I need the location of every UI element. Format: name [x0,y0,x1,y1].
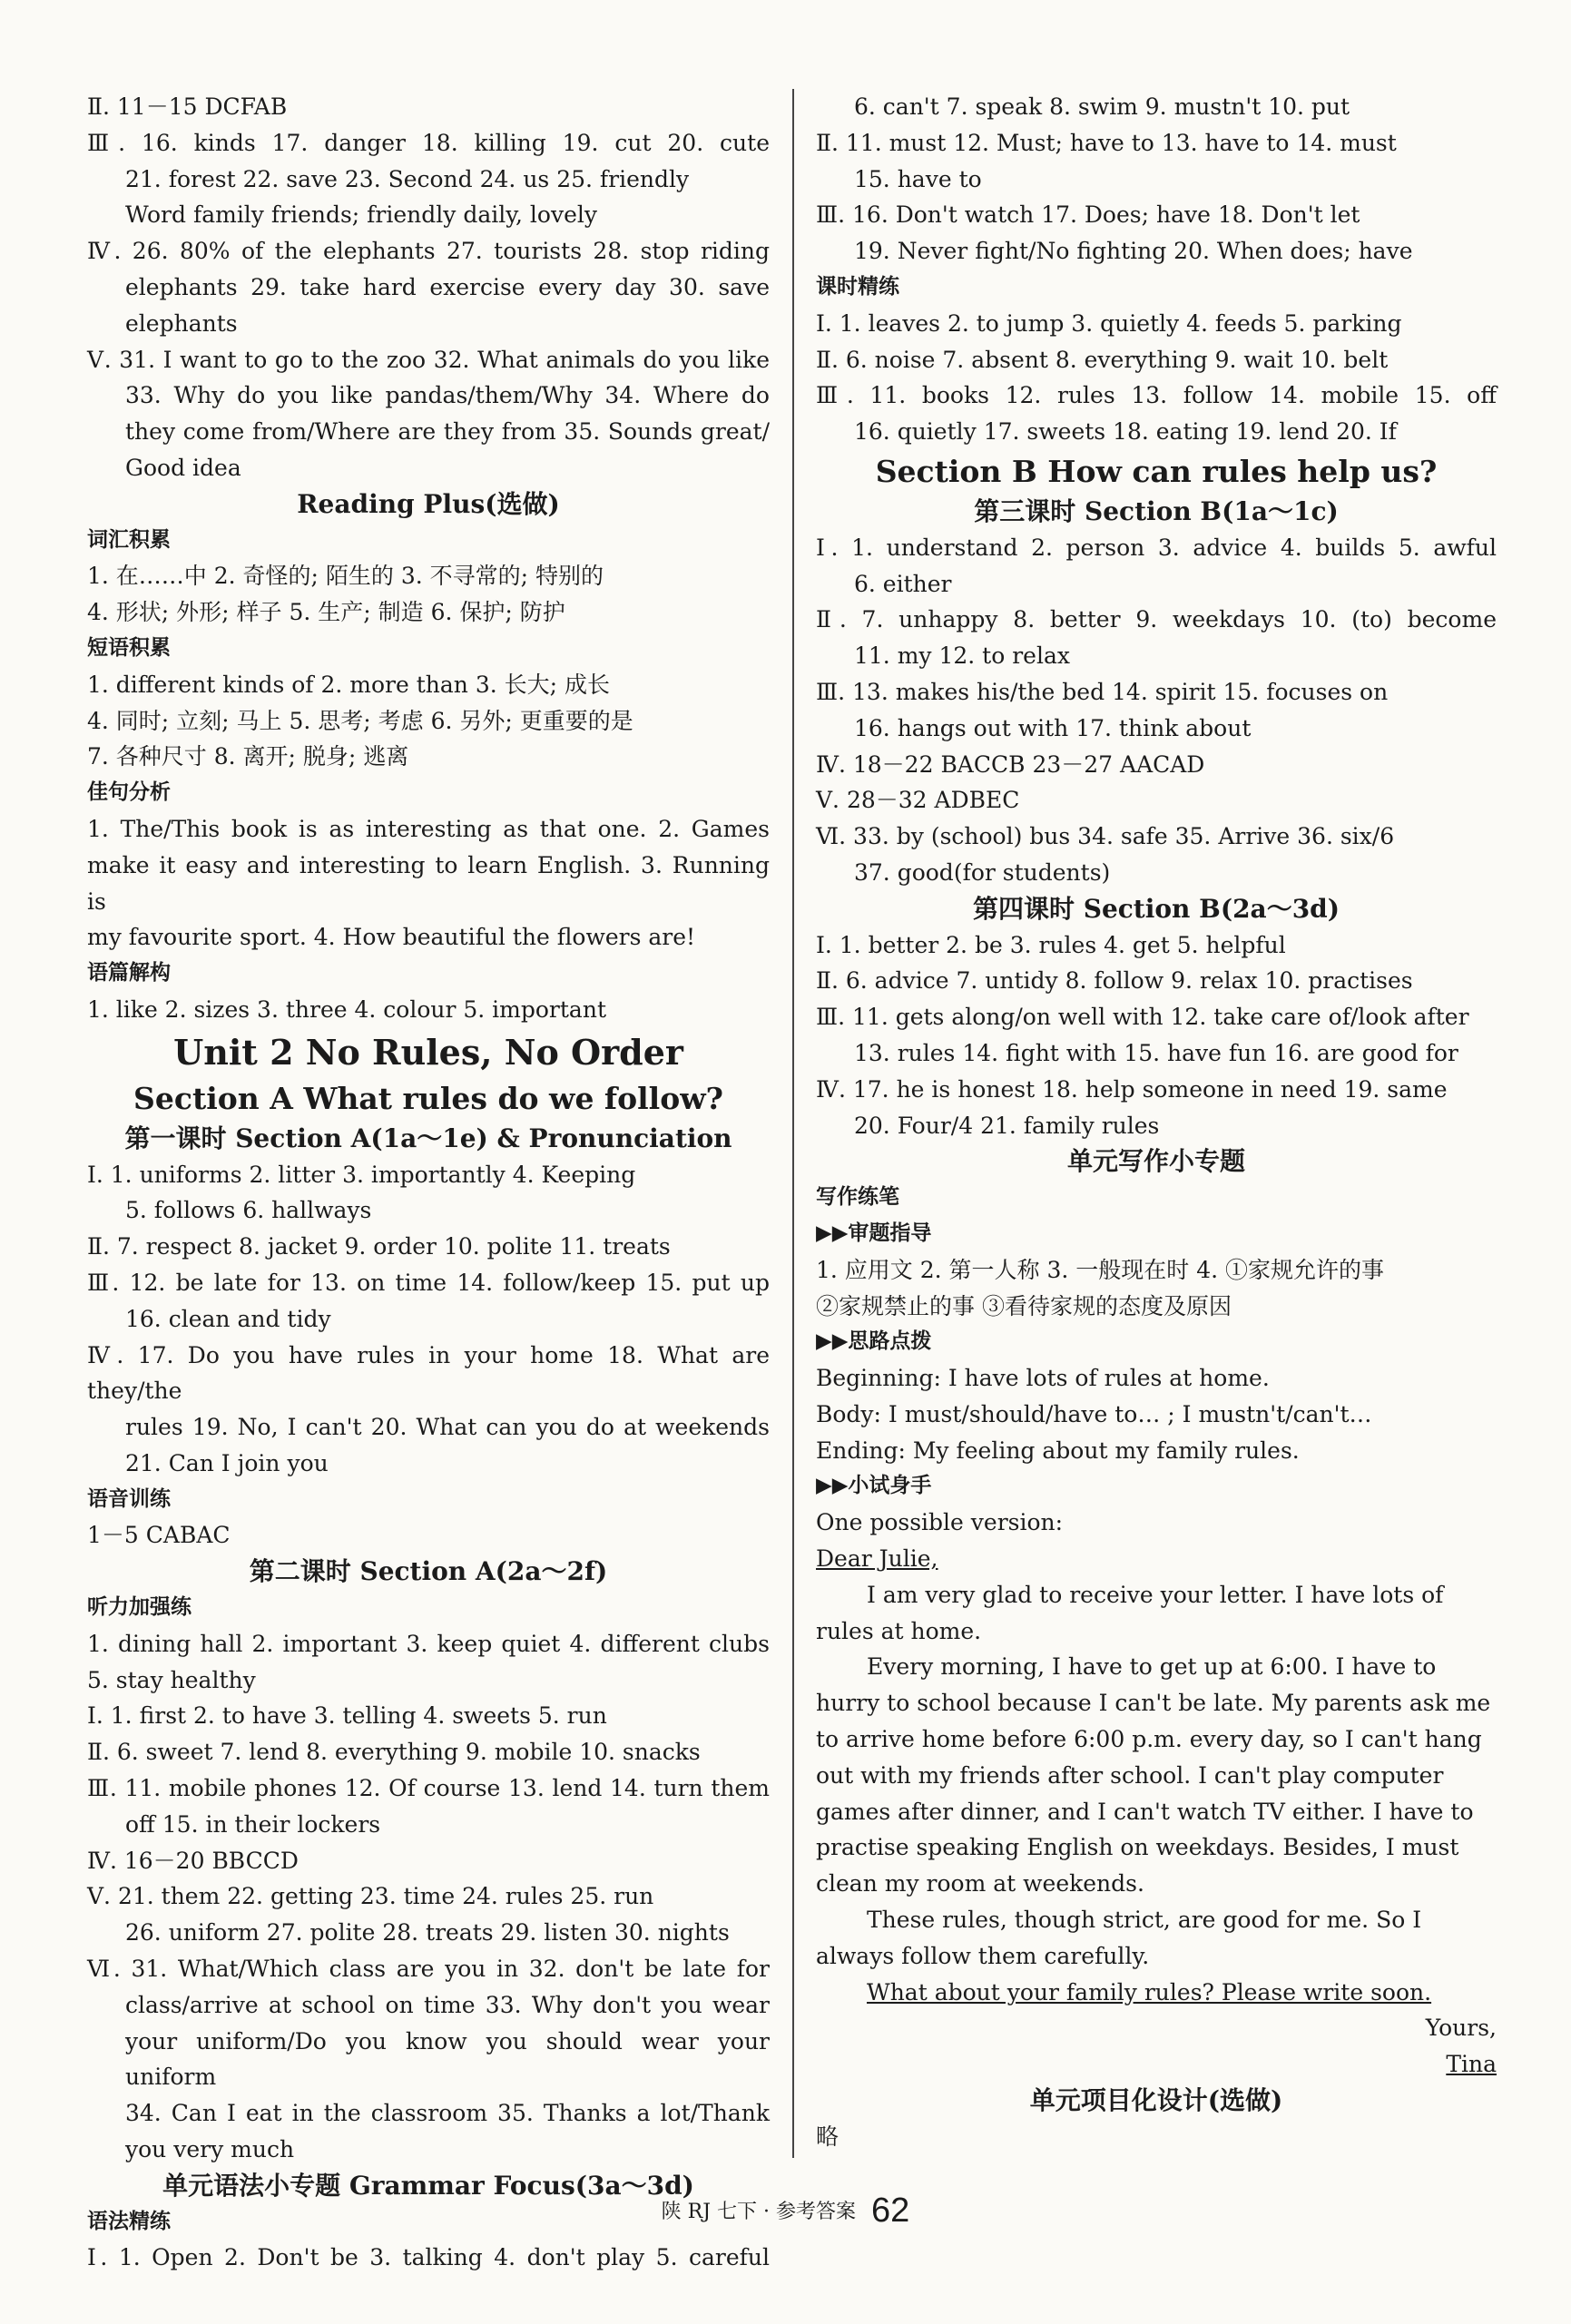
column-divider [792,89,794,2158]
subsection-label: 短语积累 [87,635,171,660]
answer-line: 20. Four/4 21. family rules [854,1112,1160,1139]
answer-line: Ⅲ. 11. books 12. rules 13. follow 14. mobile 15. off [816,382,1497,409]
answer-line: Ⅰ. 1. first 2. to have 3. telling 4. sweets 5. run [87,1702,607,1730]
answer-line: One possible version: [816,1509,1064,1536]
answer-line: Ⅲ. 16. kinds 17. danger 18. killing 19. cut 20. cute [87,129,770,156]
answer-line: Ⅴ. 28－32 ADBEC [816,787,1020,814]
answer-line: Ⅳ. 18－22 BACCB 23－27 AACAD [816,750,1205,778]
answer-line: 37. good(for students) [854,858,1111,886]
subsection-label: ▶▶审题指导 [816,1221,932,1245]
subsection-label: 语音训练 [87,1486,171,1511]
essay-paragraph: These rules, though strict, are good for me. So I always follow them carefully. [816,1907,1422,1969]
section-heading: 单元语法小专题 Grammar Focus(3a～3d) [162,2170,694,2201]
answer-line: Ⅳ. 17. Do you have rules in your home 18. What are they/the [87,1341,770,1405]
answer-line: 1－5 CABAC [87,1522,231,1549]
answer-line: 21. Can I join you [125,1449,329,1476]
answer-line: Ⅳ. 26. 80% of the elephants 27. tourists 28. stop riding [87,238,770,265]
section-heading: 第三课时 Section B(1a～1c) [974,495,1339,526]
answer-line: 1. dining hall 2. important 3. keep quiet 4. different clubs [87,1630,770,1657]
answer-line: ②家规禁止的事 ③看待家规的态度及原因 [816,1292,1232,1319]
answer-line: 16. quietly 17. sweets 18. eating 19. lend 20. If [854,418,1397,446]
answer-line: 5. stay healthy [87,1666,256,1693]
answer-line: 1. 在……中 2. 奇怪的; 陌生的 3. 不寻常的; 特别的 [87,563,604,590]
section-heading: Unit 2 No Rules, No Order [173,1031,683,1073]
answer-line: your uniform/Do you know you should wear your uniform [125,2027,770,2091]
answer-line: 4. 同时; 立刻; 马上 5. 思考; 考虑 6. 另外; 更重要的是 [87,707,633,734]
section-heading: 单元写作小专题 [1066,1146,1245,1177]
essay-paragraph: I am very glad to receive your letter. I have lots of rules at home. [816,1581,1444,1644]
answer-line: 11. my 12. to relax [854,642,1070,670]
answer-line: Ⅰ. 1. Open 2. Don't be 3. talking 4. don't play 5. careful [87,2244,770,2271]
answer-line: Ⅲ. 12. be late for 13. on time 14. follow/keep 15. put up [87,1269,770,1296]
answer-line: 6. can't 7. speak 8. swim 9. mustn't 10. put [854,93,1350,120]
answer-line: class/arrive at school on time 33. Why don't you wear [125,1991,770,2018]
answer-line: make it easy and interesting to learn English. 3. Running is [87,851,770,915]
section-heading: 单元项目化设计(选做) [1029,2085,1283,2116]
answer-line: Ⅱ. 7. unhappy 8. better 9. weekdays 10. (to) become [816,606,1497,633]
answer-line: Ⅴ. 31. I want to go to the zoo 32. What animals do you like [87,346,770,373]
subsection-label: ▶▶小试身手 [816,1474,932,1498]
answer-line: Ⅱ. 7. respect 8. jacket 9. order 10. polite 11. treats [87,1233,671,1260]
page-number: 62 [871,2192,910,2230]
answer-line: Ⅵ. 31. What/Which class are you in 32. don't be late for [87,1956,770,1983]
subsection-label: 佳句分析 [87,780,171,805]
page-footer [0,2192,1571,2231]
answer-line: 略 [816,2123,840,2150]
answer-line: Dear Julie, [816,1545,938,1573]
answer-line: Ⅰ. 1. leaves 2. to jump 3. quietly 4. feeds 5. parking [816,309,1402,337]
answer-line: Ending: My feeling about my family rules. [816,1437,1300,1464]
answer-line: 21. forest 22. save 23. Second 24. us 25. friendly [125,165,690,192]
subsection-label: 语法精练 [87,2209,171,2233]
answer-line: 1. like 2. sizes 3. three 4. colour 5. important [87,995,606,1023]
answer-line: off 15. in their lockers [125,1810,381,1838]
answer-line: Body: I must/should/have to… ; I mustn't/can't… [816,1400,1372,1427]
answer-line: 33. Why do you like pandas/them/Why 34. Where do [125,382,770,409]
answer-line: Ⅲ. 13. makes his/the bed 14. spirit 15. focuses on [816,678,1389,705]
answer-line: Ⅳ. 17. he is honest 18. help someone in need 19. same [816,1075,1448,1103]
answer-line: 7. 各种尺寸 8. 离开; 脱身; 逃离 [87,743,409,770]
answer-line: Ⅱ. 6. advice 7. untidy 8. follow 9. relax 10. practises [816,967,1413,995]
essay-paragraph: What about your family rules? Please write soon. [867,1978,1432,2005]
section-heading: 第一课时 Section A(1a～1e) & Pronunciation [124,1123,732,1153]
answer-line: Good idea [125,454,241,481]
subsection-label: 听力加强练 [87,1595,191,1620]
answer-line: they come from/Where are they from 35. Sounds great/ [125,418,770,446]
answer-line: Ⅲ. 11. gets along/on well with 12. take care of/look after [816,1004,1469,1031]
answer-line: Beginning: I have lots of rules at home. [816,1365,1270,1392]
answer-line: 5. follows 6. hallways [125,1197,372,1224]
answer-line: Yours, [1425,2015,1497,2042]
essay-paragraph: Every morning, I have to get up at 6:00. I have to hurry to school because I can't be late. My parents ask me to arrive home before 6:00 p.m. every day, so I can't hang out with my friends after school. I can't play computer games after dinner, and I can't watch TV either. I have to practise speaking English on weekdays. Besides, I must clean my room at weekends. [816,1653,1491,1897]
answer-line: Ⅰ. 1. uniforms 2. litter 3. importantly 4. Keeping [87,1161,636,1188]
answer-line: 19. Never fight/No fighting 20. When does; have [854,238,1413,265]
answer-line: Ⅱ. 11. must 12. Must; have to 13. have to 14. must [816,129,1397,156]
answer-line: my favourite sport. 4. How beautiful the flowers are! [87,924,696,951]
answer-line: Ⅱ. 11－15 DCFAB [87,93,288,120]
section-heading: 第四课时 Section B(2a～3d) [972,893,1340,924]
answer-line: 16. clean and tidy [125,1305,331,1332]
answer-line: Ⅵ. 33. by (school) bus 34. safe 35. Arrive 36. six/6 [816,823,1395,850]
right-column [816,89,1497,2155]
subsection-label: 课时精练 [816,274,899,299]
answer-line: 15. have to [854,165,982,192]
section-heading: Reading Plus(选做) [297,488,560,519]
answer-line: Ⅱ. 6. noise 7. absent 8. everything 9. wait 10. belt [816,346,1389,373]
subsection-label: 词汇积累 [87,527,171,552]
answer-line: 1. The/This book is as interesting as that one. 2. Games [87,815,770,842]
answer-line: Ⅰ. 1. understand 2. person 3. advice 4. builds 5. awful [816,534,1497,561]
section-heading: Section A What rules do we follow? [133,1080,723,1116]
answer-line: 16. hangs out with 17. think about [854,714,1252,741]
answer-line: 4. 形状; 外形; 样子 5. 生产; 制造 6. 保护; 防护 [87,599,565,626]
answer-line: 1. different kinds of 2. more than 3. 长大; 成长 [87,671,610,698]
answer-line: 1. 应用文 2. 第一人称 3. 一般现在时 4. ①家规允许的事 [816,1256,1385,1283]
answer-line: rules 19. No, I can't 20. What can you do at weekends [125,1414,770,1441]
answer-line: Tina [1446,2051,1497,2078]
answer-line: Ⅱ. 6. sweet 7. lend 8. everything 9. mobile 10. snacks [87,1739,701,1766]
subsection-label: 语篇解构 [87,961,171,985]
answer-line: elephants 29. take hard exercise every day 30. save [125,273,770,300]
answer-line: Ⅳ. 16－20 BBCCD [87,1847,299,1874]
answer-line: Ⅴ. 21. them 22. getting 23. time 24. rules 25. run [87,1883,654,1910]
answer-line: Ⅲ. 16. Don't watch 17. Does; have 18. Don't let [816,201,1360,229]
answer-line: Ⅲ. 11. mobile phones 12. Of course 13. lend 14. turn them [87,1775,770,1802]
footer-label: 陕 RJ 七下 · 参考答案 [661,2201,857,2223]
subsection-label: 写作练笔 [816,1185,899,1210]
answer-line: 26. uniform 27. polite 28. treats 29. listen 30. nights [125,1919,730,1946]
subsection-label: ▶▶思路点拨 [816,1329,932,1354]
answer-line: Ⅰ. 1. better 2. be 3. rules 4. get 5. helpful [816,931,1286,958]
answer-line: Word family friends; friendly daily, lovely [125,201,598,229]
left-column [87,89,770,2276]
answer-line: you very much [125,2136,295,2163]
answer-line: 6. either [854,570,952,597]
answer-line: 13. rules 14. fight with 15. have fun 16. are good for [854,1039,1458,1066]
section-heading: 第二课时 Section A(2a～2f) [249,1556,608,1587]
answer-line: 34. Can I eat in the classroom 35. Thanks a lot/Thank [125,2100,770,2127]
section-heading: Section B How can rules help us? [875,453,1438,489]
answer-line: elephants [125,309,238,337]
